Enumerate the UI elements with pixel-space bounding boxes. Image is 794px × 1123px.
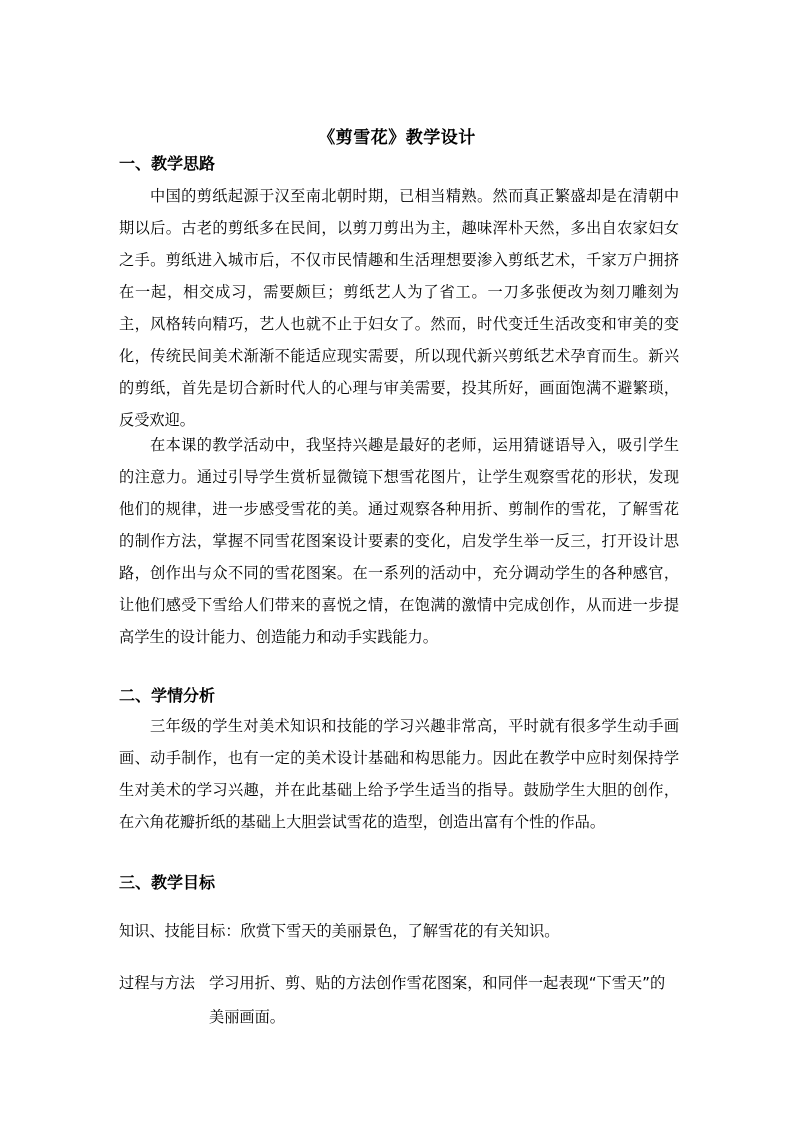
- paragraph-teaching-activity: 在本课的教学活动中，我坚持兴趣是最好的老师，运用猜谜语导入，吸引学生的注意力。通过引导学生赏析显微镜下想雪花图片，让学生观察雪花的形状，发现他们的规律，进一步感受雪花的美。通过观察各种用折、剪制作的雪花，了解雪花的制作方法，掌握不同雪花图案设计要素的变化，启发学生举一反三，打开设计思路，创作出与众不同的雪花图案。在一系列的活动中，充分调动学生的各种感官，让他们感受下雪给人们带来的喜悦之情，在饱满的激情中完成创作，从而进一步提高学生的设计能力、创造能力和动手实践能力。: [119, 436, 679, 646]
- goal-knowledge-skills: 知识、技能目标：欣赏下雪天的美丽景色，了解雪花的有关知识。: [119, 922, 560, 940]
- section-heading-student-analysis: 二、学情分析: [119, 686, 216, 705]
- goal-process-method-label: 过程与方法: [119, 974, 195, 992]
- paragraph-student-analysis: 三年级的学生对美术知识和技能的学习兴趣非常高，平时就有很多学生动手画画、动手制作，也有一定的美术设计基础和构思能力。因此在教学中应时刻保持学生对美术的学习兴趣，并在此基础上给予学生适当的指导。鼓励学生大胆的创作，在六角花瓣折纸的基础上大胆尝试雪花的造型，创造出富有个性的作品。: [119, 717, 679, 831]
- document-title: 《剪雪花》教学设计: [318, 128, 476, 148]
- paragraph-papercut-history: 中国的剪纸起源于汉至南北朝时期，已相当精熟。然而真正繁盛却是在清朝中期以后。古老的剪纸多在民间，以剪刀剪出为主，趣味浑朴天然，多出自农家妇女之手。剪纸进入城市后，不仅市民情趣和生活理想要渗入剪纸艺术，千家万户拥挤在一起，相交成习，需要颇巨；剪纸艺人为了省工。一刀多张便改为刻刀雕刻为主，风格转向精巧，艺人也就不止于妇女了。然而，时代变迁生活改变和审美的变化，传统民间美术渐渐不能适应现实需要，所以现代新兴剪纸艺术孕育而生。新兴的剪纸，首先是切合新时代人的心理与审美需要，投其所好，画面饱满不避繁琐，反受欢迎。: [119, 187, 679, 429]
- section-heading-teaching-approach: 一、教学思路: [119, 154, 216, 173]
- goal-process-method-text: 学习用折、剪、贴的方法创作雪花图案，和同伴一起表现“下雪天”的美丽画面。: [209, 974, 666, 1026]
- section-heading-teaching-goals: 三、教学目标: [119, 873, 216, 892]
